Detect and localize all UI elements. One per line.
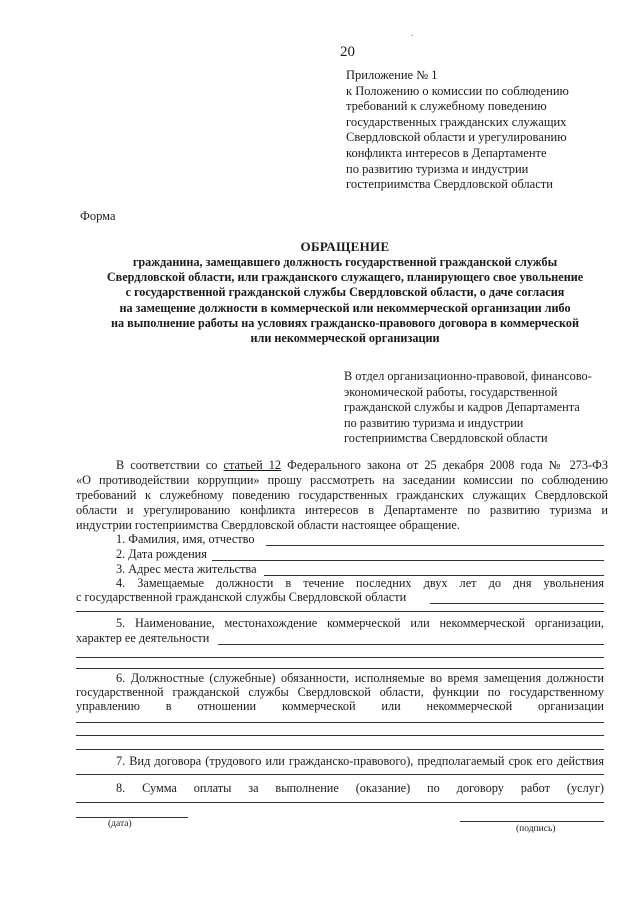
organization-line[interactable] bbox=[76, 668, 604, 669]
corner-mark: . bbox=[411, 28, 414, 39]
intro-text: В соответствии со bbox=[116, 458, 218, 472]
date-line[interactable] bbox=[76, 817, 188, 818]
field-label-payment: 8. Сумма оплаты за выполнение (оказание) по договору работ (услуг) bbox=[116, 781, 604, 795]
appendix-line: требований к служебному поведению bbox=[346, 99, 547, 114]
subtitle-line: гражданина, замещавшего должность государственной гражданской службы bbox=[132, 255, 558, 269]
positions-line[interactable] bbox=[76, 611, 604, 612]
subtitle-line: на выполнение работы на условиях гражданско-правового договора в коммерческой bbox=[110, 315, 580, 330]
intro-text: Федерального закона от 25 декабря 2008 года № 273-ФЗ bbox=[287, 458, 608, 472]
signature-line[interactable] bbox=[460, 821, 604, 822]
page-number: 20 bbox=[340, 44, 355, 60]
field-label-duties: 6. Должностные (служебные) обязанности, исполняемые во время замещения должности bbox=[116, 671, 604, 685]
addressee-block bbox=[344, 369, 592, 447]
intro-line: области и урегулированию конфликта интересов в Департаменте по развитию туризма и bbox=[76, 503, 608, 517]
appendix-line: Свердловской области и урегулированию bbox=[346, 130, 567, 145]
subtitle-line: на замещение должности в коммерческой или некоммерческой организации либо bbox=[119, 300, 571, 315]
subtitle-line: или некоммерческой организации bbox=[250, 331, 440, 346]
addressee-line: В отдел организационно-правовой, финансово- bbox=[344, 369, 592, 383]
duties-line[interactable] bbox=[76, 722, 604, 723]
signature-caption: (подпись) bbox=[516, 824, 556, 834]
appendix-line: по развитию туризма и индустрии bbox=[346, 161, 529, 176]
appendix-line: государственных гражданских служащих bbox=[346, 114, 567, 129]
field-label-full-name: 1. Фамилия, имя, отчество bbox=[116, 532, 255, 546]
appendix-block bbox=[346, 68, 569, 193]
field-label-organization-cont: характер ее деятельности bbox=[76, 631, 210, 645]
appendix-line: гостеприимства Свердловской области bbox=[346, 177, 553, 192]
addressee-line: гражданской службы и кадров Департамента bbox=[344, 400, 580, 415]
document-title: ОБРАЩЕНИЕ bbox=[300, 239, 390, 254]
date-caption: (дата) bbox=[108, 819, 132, 829]
field-label-organization: 5. Наименование, местонахождение коммерческой или некоммерческой организации, bbox=[116, 616, 604, 630]
payment-line[interactable] bbox=[76, 802, 604, 803]
intro-line bbox=[76, 458, 608, 473]
birth-date-line[interactable] bbox=[212, 560, 604, 561]
positions-line[interactable] bbox=[430, 603, 604, 604]
full-name-line[interactable] bbox=[266, 545, 604, 546]
intro-line: индустрии гостеприимства Свердловской области настоящее обращение. bbox=[76, 518, 460, 532]
appendix-line: Приложение № 1 bbox=[346, 68, 438, 82]
field-label-positions-cont: с государственной гражданской службы Свердловской области bbox=[76, 590, 407, 604]
addressee-line: по развитию туризма и индустрии bbox=[344, 415, 524, 430]
duties-line[interactable] bbox=[76, 735, 604, 736]
law-article-link[interactable]: статьей 12 bbox=[223, 458, 282, 472]
document-subtitle bbox=[60, 255, 630, 346]
contract-type-line[interactable] bbox=[76, 774, 604, 775]
field-label-contract-type: 7. Вид договора (трудового или гражданско-правового), предполагаемый срок его действия bbox=[116, 754, 604, 768]
organization-line[interactable] bbox=[218, 644, 604, 645]
field-label-birth-date: 2. Дата рождения bbox=[116, 547, 207, 561]
intro-line: требований к служебному поведению государственных гражданских служащих Свердловской bbox=[76, 488, 608, 502]
duties-line[interactable] bbox=[76, 749, 604, 750]
intro-line: «О противодействии коррупции» прошу рассмотреть на заседании комиссии по соблюдению bbox=[76, 473, 608, 487]
appendix-line: конфликта интересов в Департаменте bbox=[346, 145, 547, 160]
subtitle-line: Свердловской области, или гражданского служащего, планирующего свое увольнение bbox=[106, 270, 584, 285]
organization-line[interactable] bbox=[76, 657, 604, 658]
field-label-positions: 4. Замещаемые должности в течение последних двух лет до дня увольнения bbox=[116, 576, 604, 590]
field-label-duties-cont: управлению в отношении коммерческой или некоммерческой организации bbox=[76, 699, 604, 713]
subtitle-line: с государственной гражданской службы Свердловской области, о даче согласия bbox=[125, 285, 565, 300]
addressee-line: гостеприимства Свердловской области bbox=[344, 431, 548, 446]
field-label-duties-cont: государственной гражданской службы Свердловской области, функции по государственному bbox=[76, 685, 604, 699]
form-label: Форма bbox=[80, 209, 116, 223]
appendix-line: к Положению о комиссии по соблюдению bbox=[346, 83, 569, 98]
addressee-line: экономической работы, государственной bbox=[344, 384, 558, 399]
field-label-address: 3. Адрес места жительства bbox=[116, 562, 257, 576]
